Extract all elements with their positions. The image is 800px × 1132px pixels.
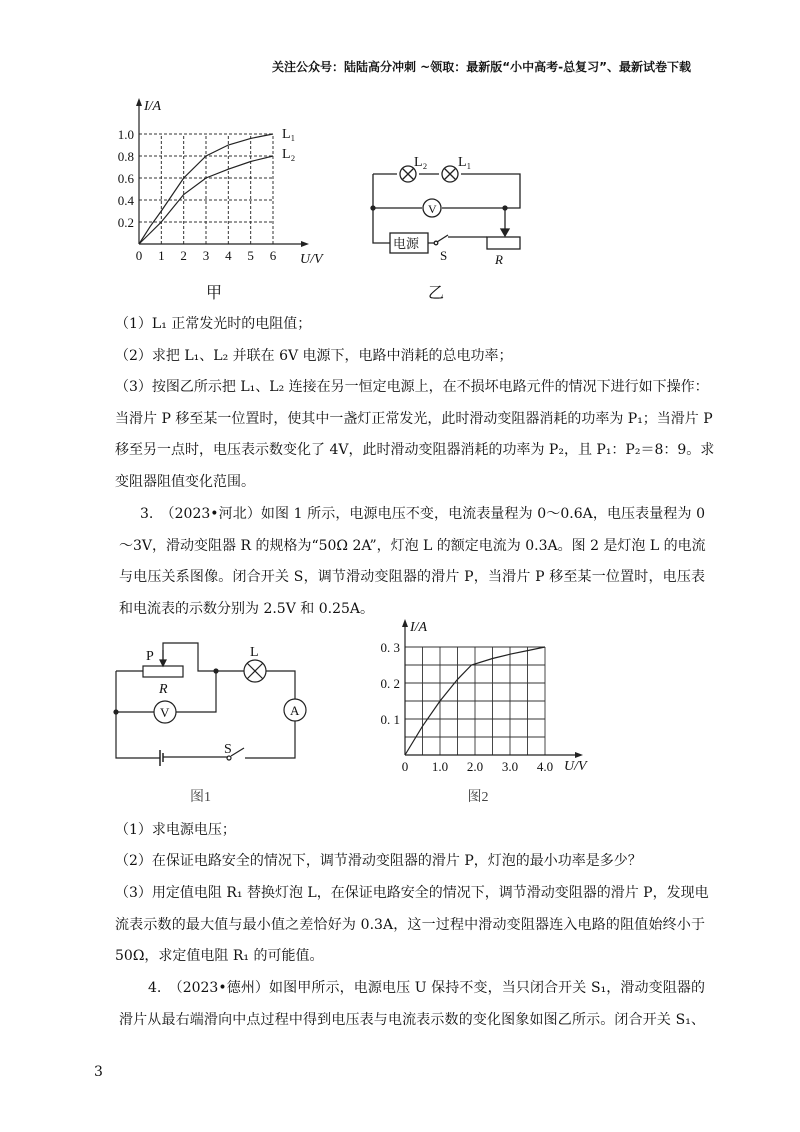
label-a: A <box>290 703 300 718</box>
x-tick-label: 4 <box>225 248 232 263</box>
label-v: V <box>428 202 437 216</box>
question-text: 50Ω，求定值电阻 R₁ 的可能值。 <box>115 948 324 964</box>
label-r: R <box>159 682 168 697</box>
question-3-intro: 与电压关系图像。闭合开关 S，调节滑动变阻器的滑片 P，当滑片 P 移至某一位置时，电压表 <box>119 569 705 585</box>
label-l2: L₂ <box>414 155 428 170</box>
label-source: 电源 <box>393 236 420 251</box>
label-l: L <box>250 645 259 660</box>
y-axis-label: I/A <box>144 99 162 114</box>
y-tick-label: 0.6 <box>117 171 134 186</box>
question-part: （1）L₁ 正常发光时的电阻值； <box>115 316 312 332</box>
caption-yi: 乙 <box>428 285 445 302</box>
x-axis-label: U/V <box>300 252 323 267</box>
series-label: L₁ <box>282 127 296 142</box>
label-v: V <box>160 705 170 720</box>
page-header: 关注公众号：陆陆高分冲刺 ~领取：最新版“小中高考-总复习”、最新试卷下载 <box>272 60 691 74</box>
question-3-intro: 3. （2023•河北）如图 1 所示，电源电压不变，电流表量程为 0～0.6A，电压表量程为 0 <box>140 506 705 522</box>
question-text: 移至另一点时，电压表示数变化了 4V，此时滑动变阻器消耗的功率为 P₂，且 P₁：P₂＝8：9。求 <box>115 442 715 458</box>
series-label: L₂ <box>282 147 296 162</box>
chart-caption: 甲 <box>205 285 223 302</box>
x-tick-label: 0 <box>135 248 143 263</box>
x-tick-label: 2 <box>180 248 187 263</box>
y-tick-label: 0. 1 <box>380 712 400 727</box>
chart-caption: 图2 <box>467 790 489 805</box>
question-text: 变阻器阻值变化范围。 <box>115 474 255 490</box>
x-tick-label: 4.0 <box>536 759 554 774</box>
label-r: R <box>495 252 503 267</box>
question-part: （2）求把 L₁、L₂ 并联在 6V 电源下，电路中消耗的总电功率； <box>115 348 513 364</box>
question-part: （3）用定值电阻 R₁ 替换灯泡 L，在保证电路安全的情况下，调节滑动变阻器的滑片 P，发现电 <box>115 885 709 901</box>
question-text: 流表示数的最大值与最小值之差恰好为 0.3A，这一过程中滑动变阻器连入电路的阻值始终小于 <box>115 917 705 933</box>
y-tick-label: 1.0 <box>117 127 134 142</box>
question-text: 当滑片 P 移至某一位置时，使其中一盏灯正常发光，此时滑动变阻器消耗的功率为 P₁；当滑片 P <box>115 411 713 427</box>
label-s: S <box>224 742 232 757</box>
x-axis-label: U/V <box>564 759 587 774</box>
x-tick-label: 3.0 <box>501 759 519 774</box>
y-tick-label: 0.4 <box>117 193 134 208</box>
label-p: P <box>146 649 154 664</box>
question-4-intro: 4. （2023•德州）如图甲所示，电源电压 U 保持不变，当只闭合开关 S₁，滑动变阻器的 <box>148 980 705 996</box>
x-tick-label: 2.0 <box>466 759 484 774</box>
x-tick-label: 0 <box>401 759 409 774</box>
x-tick-label: 6 <box>269 248 277 263</box>
y-tick-label: 0.2 <box>117 215 134 230</box>
y-tick-label: 0.8 <box>117 149 134 164</box>
page-number: 3 <box>94 1064 103 1080</box>
x-tick-label: 3 <box>202 248 210 263</box>
question-4-intro: 滑片从最右端滑向中点过程中得到电压表与电流表示数的变化图象如图乙所示。闭合开关 S₁、 <box>119 1012 705 1028</box>
question-3-intro: ～3V，滑动变阻器 R 的规格为“50Ω 2A”，灯泡 L 的额定电流为 0.3A。图 2 是灯泡 L 的电流 <box>119 538 706 554</box>
label-l1: L₁ <box>458 155 472 170</box>
question-part: （2）在保证电路安全的情况下，调节滑动变阻器的滑片 P，灯泡的最小功率是多少？ <box>115 853 642 869</box>
question-part: （1）求电源电压； <box>115 822 236 838</box>
y-axis-label: I/A <box>410 620 428 635</box>
y-tick-label: 0. 2 <box>380 676 400 691</box>
caption-fig1: 图1 <box>190 790 211 805</box>
y-tick-label: 0. 3 <box>380 640 400 655</box>
question-part: （3）按图乙所示把 L₁、L₂ 连接在另一恒定电源上，在不损坏电路元件的情况下进行如下操作： <box>115 379 709 395</box>
label-s: S <box>440 248 448 263</box>
x-tick-label: 5 <box>247 248 254 263</box>
y-axis-arrow-icon <box>402 619 408 627</box>
x-axis-arrow-icon <box>575 752 583 758</box>
x-tick-label: 1.0 <box>431 759 449 774</box>
x-tick-label: 1 <box>158 248 165 263</box>
question-3-intro: 和电流表的示数分别为 2.5V 和 0.25A。 <box>119 601 375 617</box>
